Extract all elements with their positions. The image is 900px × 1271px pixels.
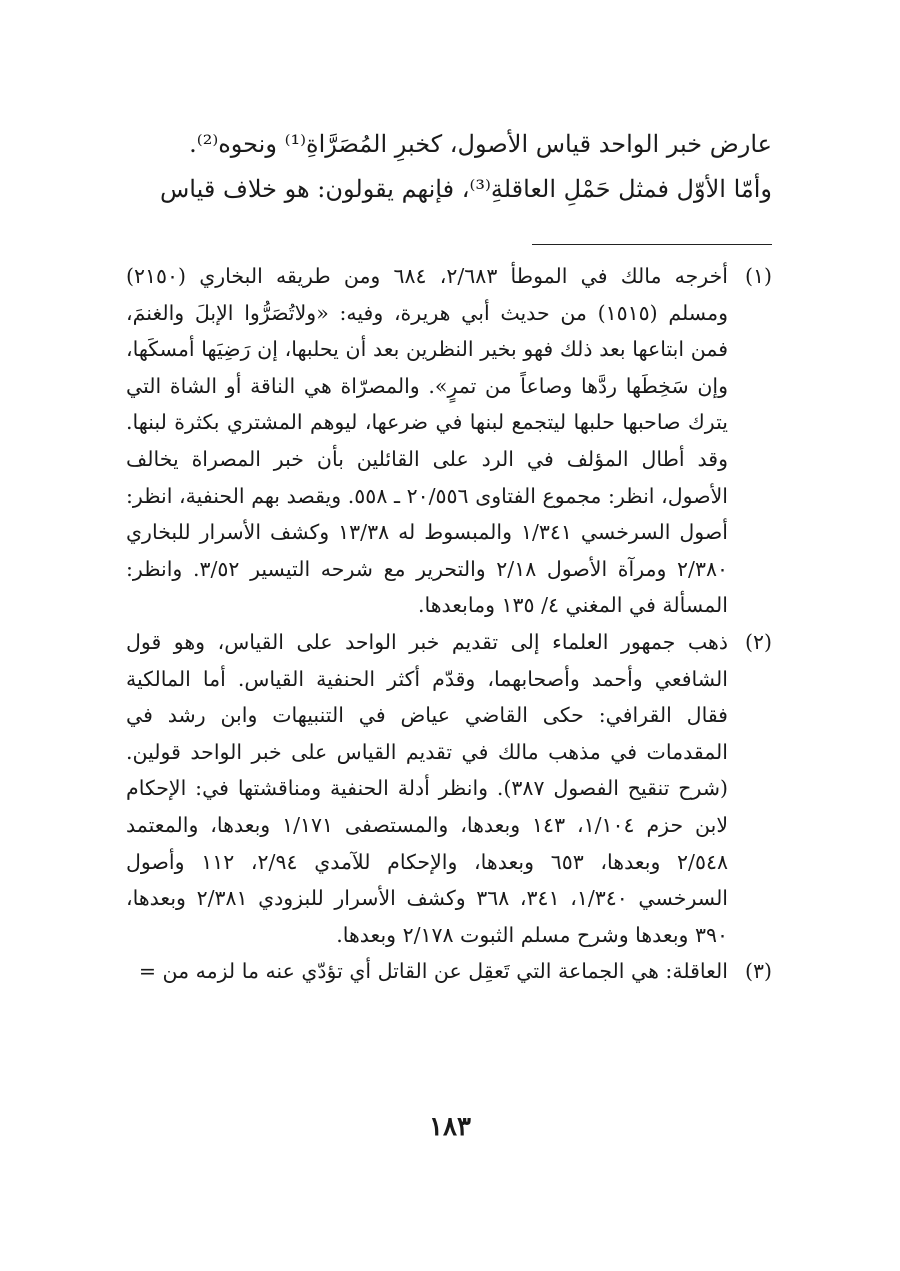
footnote-text: العاقلة: هي الجماعة التي تَعقِل عن القاتل أي تؤدّي عنه ما لزمه من = <box>138 959 728 984</box>
footnotes <box>126 258 772 990</box>
footnote-number: (٣) <box>744 959 772 984</box>
footnote-text: ذهب جمهور العلماء إلى تقديم خبر الواحد على القياس، وهو قول الشافعي وأحمد وأصحابهما، وقدّم أكثر الحنفية القياس. أما المالكية فقال القرافي: حكى القاضي عياض في التنبيهات وابن رشد في المقدمات في مذهب مالك في تقديم القياس على خبر الواحد قولين. (شرح تنقيح الفصول ٣٨٧). وانظر أدلة الحنفية ومناقشتها في: الإحكام لابن حزم ١/١٠٤، ١٤٣ وبعدها، والمستصفى ١/١٧١ وبعدها، والمعتمد ٢/٥٤٨ وبعدها، ٦٥٣ وبعدها، والإحكام للآمدي ٢/٩٤، ١١٢ وأصول السرخسي ١/٣٤٠، ٣٤١، ٣٦٨ وكشف الأسرار للبزودي ٢/٣٨١ وبعدها، ٣٩٠ وبعدها وشرح مسلم الثبوت ٢/١٧٨ وبعدها. <box>126 629 729 947</box>
main-text-line: وأمّا الأوّل فمثل حَمْلِ العاقلةِ⁽³⁾، فإنهم يقولون: هو خلاف قياس <box>160 175 772 203</box>
main-text <box>126 122 772 212</box>
footnote-3 <box>126 953 772 990</box>
footnote-number: (١) <box>744 264 772 288</box>
main-text-line: عارض خبر الواحد قياس الأصول، كخبرِ المُصَرَّاةِ⁽¹⁾ ونحوه⁽²⁾. <box>189 130 772 158</box>
footnote-2 <box>126 624 772 953</box>
footnote-1 <box>126 258 772 624</box>
page-number: ١٨٣ <box>429 1112 471 1142</box>
footnote-text: أخرجه مالك في الموطأ ٢/٦٨٣، ٦٨٤ ومن طريقه البخاري (٢١٥٠) ومسلم (١٥١٥) من حديث أبي هريرة، وفيه: «ولاتُصَرُّوا الإبلَ والغنمَ، فمن ابتاعها بعد ذلك فهو بخير النظرين بعد أن يحلبها، إن رَضِيَها أمسكَها، وإن سَخِطَها ردَّها وصاعاً من تمرٍ». والمصرّاة هي الناقة أو الشاة التي يترك صاحبها حلبها ليتجمع لبنها في ضرعها، ليوهم المشتري بكثرة لبنها. وقد أطال المؤلف في الرد على القائلين بأن خبر المصراة يخالف الأصول، انظر: مجموع الفتاوى ٢٠/٥٥٦ ـ ٥٥٨. ويقصد بهم الحنفية، انظر: أصول السرخسي ١/٣٤١ والمبسوط له ١٣/٣٨ وكشف الأسرار للبخاري ٢/٣٨٠ ومرآة الأصول ٢/١٨ والتحرير مع شرحه التيسير ٣/٥٢. وانظر: المسألة في المغني ٤/ ١٣٥ ومابعدها. <box>126 264 728 618</box>
footnote-number: (٢) <box>744 629 772 654</box>
footnote-separator <box>532 244 772 245</box>
